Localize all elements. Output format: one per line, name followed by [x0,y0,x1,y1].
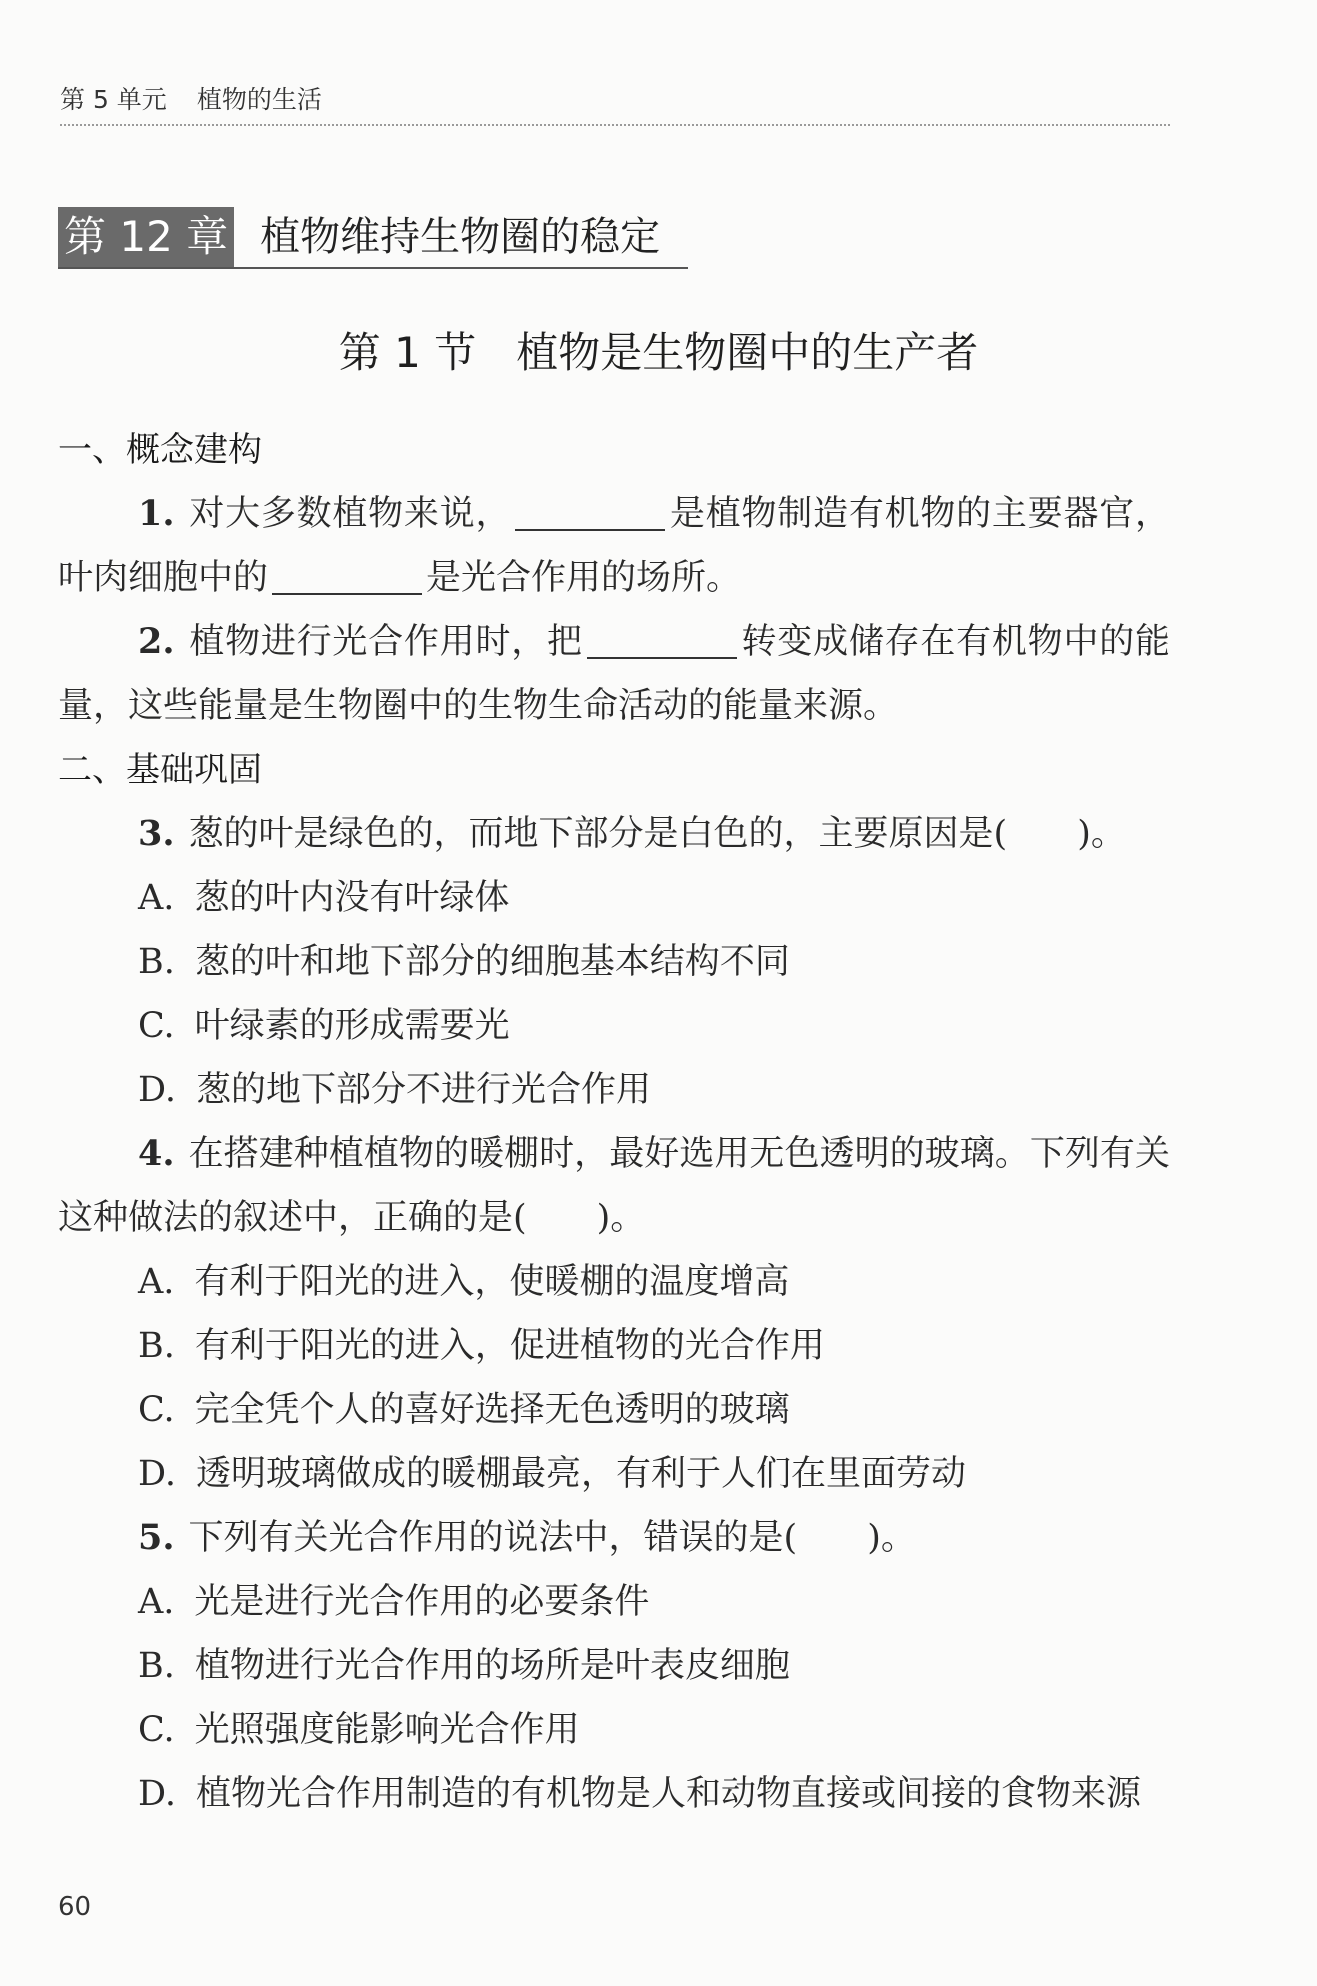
option-d[interactable]: D. 透明玻璃做成的暖棚最亮，有利于人们在里面劳动 [138,1454,966,1494]
question-stem: 下列有关光合作用的说法中，错误的是( )。 [188,1518,916,1558]
answer-blank[interactable] [587,656,737,659]
option-d[interactable]: D. 植物光合作用制造的有机物是人和动物直接或间接的食物来源 [138,1774,1141,1814]
question-text: 植物进行光合作用时，把 [188,622,583,662]
part-heading-basics: 二、基础巩固 [58,750,262,790]
chapter-badge: 第 12 章 [58,207,234,267]
option-c[interactable]: C. 叶绿素的形成需要光 [138,1006,510,1046]
exercise-content [58,418,1170,1826]
question-text: 转变成储存在有机物中的能量，这些能量是生物圈中的生物生命活动的能量来源。 [58,622,1170,726]
chapter-title: 植物维持生物圈的稳定 [260,214,661,260]
question-text: 是光合作用的场所。 [426,558,742,598]
question-number: 1. [138,493,175,534]
question-stem: 葱的叶是绿色的，而地下部分是白色的，主要原因是( )。 [188,814,1126,854]
option-d[interactable]: D. 葱的地下部分不进行光合作用 [138,1070,651,1110]
question-number: 3. [138,813,175,854]
question-2 [58,610,1170,738]
question-stem: 在搭建种植植物的暖棚时，最好选用无色透明的玻璃。下列有关这种做法的叙述中，正确的是( )。 [58,1134,1170,1238]
option-b[interactable]: B. 有利于阳光的进入，促进植物的光合作用 [138,1326,825,1366]
question-3 [58,802,1170,866]
question-number: 2. [138,621,175,662]
section-name: 植物是生物圈中的生产者 [516,328,979,377]
unit-title: 植物的生活 [196,85,322,114]
part-heading-concept: 一、概念建构 [58,430,262,470]
option-b[interactable]: B. 葱的叶和地下部分的细胞基本结构不同 [138,942,790,982]
question-text: 对大多数植物来说， [188,494,512,534]
question-number: 4. [138,1133,175,1174]
question-4 [58,1122,1170,1250]
option-a[interactable]: A. 葱的叶内没有叶绿体 [138,878,510,918]
question-1 [58,482,1170,610]
answer-blank[interactable] [272,592,422,595]
running-header [60,80,1170,126]
unit-label: 第 5 单元 [60,85,167,114]
option-a[interactable]: A. 有利于阳光的进入，使暖棚的温度增高 [138,1262,790,1302]
option-a[interactable]: A. 光是进行光合作用的必要条件 [138,1582,650,1622]
question-text: 是植物制造有机物的主要器官，叶肉细胞中的 [58,494,1170,598]
page-number: 60 [58,1892,92,1922]
question-5 [58,1506,1170,1570]
answer-blank[interactable] [515,528,665,531]
option-c[interactable]: C. 光照强度能影响光合作用 [138,1710,580,1750]
section-title [0,320,1317,380]
chapter-heading [58,207,688,269]
option-b[interactable]: B. 植物进行光合作用的场所是叶表皮细胞 [138,1646,790,1686]
option-c[interactable]: C. 完全凭个人的喜好选择无色透明的玻璃 [138,1390,790,1430]
section-number: 第 1 节 [338,328,477,377]
question-number: 5. [138,1517,175,1558]
